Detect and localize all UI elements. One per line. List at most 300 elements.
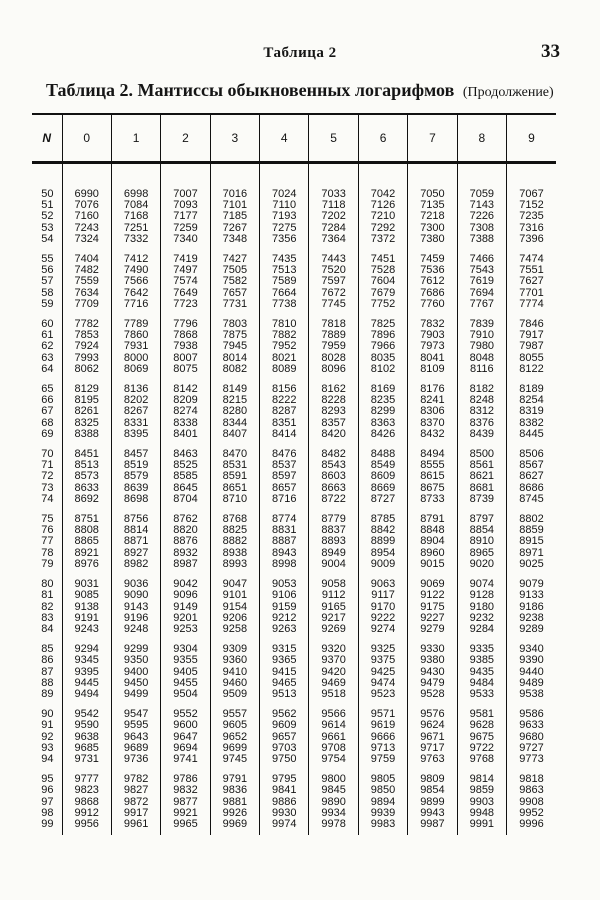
mantissa-value: 7110 [272,199,297,212]
mantissa-value: 9284 [469,622,495,635]
mantissa-column-cell [210,705,259,770]
mantissa-value: 8482 [321,448,346,461]
mantissa-value: 8202 [123,394,149,407]
mantissa-value: 7380 [420,232,445,245]
mantissa-value: 7067 [519,188,544,200]
mantissa-value: 9450 [123,676,149,689]
mantissa-value: 9294 [74,643,99,656]
mantissa-value: 8987 [173,557,198,570]
mantissa-value: 9624 [420,719,445,732]
mantissa-value: 8802 [519,513,544,526]
mantissa-value: 8014 [222,351,248,364]
mantissa-column-cell [210,445,259,510]
column-header-9: 9 [507,114,556,163]
mantissa-value: 9800 [321,773,346,786]
mantissa-value: 9868 [74,795,99,808]
mantissa-column-cell [408,185,457,250]
table-block [32,510,556,575]
mantissa-value: 7903 [420,329,445,342]
mantissa-value: 8048 [469,351,495,364]
n-value: 83 [41,611,54,624]
mantissa-value: 8579 [123,470,149,483]
mantissa-value: 7226 [469,210,495,223]
mantissa-value: 8727 [370,492,396,505]
mantissa-value: 7889 [321,329,346,342]
mantissa-value: 8488 [370,448,396,461]
mantissa-column-cell [408,770,457,835]
mantissa-value: 7931 [123,340,149,353]
mantissa-value: 8745 [519,492,544,505]
mantissa-value: 8982 [123,557,149,570]
mantissa-column-cell [62,510,111,575]
mantissa-value: 9217 [321,611,346,624]
n-value: 99 [41,817,54,830]
mantissa-column-cell [210,380,259,445]
mantissa-value: 7619 [469,275,495,288]
mantissa-value: 8500 [469,448,495,461]
n-value: 54 [41,232,54,245]
mantissa-column-cell [309,445,358,510]
mantissa-column-cell [62,445,111,510]
mantissa-value: 9823 [74,784,99,797]
mantissa-column-cell [161,380,210,445]
mantissa-column-cell [358,770,407,835]
n-value: 84 [41,622,54,635]
mantissa-column-cell [161,510,210,575]
mantissa-value: 9274 [370,622,396,635]
mantissa-value: 8876 [173,535,198,548]
mantissa-value: 8129 [74,383,99,396]
mantissa-value: 8971 [519,546,544,559]
mantissa-value: 8241 [420,394,445,407]
mantissa-value: 8109 [420,362,445,375]
mantissa-value: 8681 [469,481,495,494]
n-value: 69 [41,427,54,440]
mantissa-value: 8871 [123,535,149,548]
mantissa-value: 9542 [74,708,99,721]
mantissa-value: 7259 [173,221,198,234]
table-block [32,250,556,315]
mantissa-value: 7235 [519,210,544,223]
mantissa-value: 9355 [173,654,198,667]
n-value: 91 [41,719,54,732]
mantissa-value: 9309 [222,643,248,656]
mantissa-value: 7597 [321,275,346,288]
mantissa-column-cell [507,770,556,835]
n-value: 78 [41,546,54,559]
mantissa-column-cell [507,315,556,380]
mantissa-value: 7796 [173,318,198,331]
mantissa-value: 7135 [420,199,445,212]
mantissa-column-cell [111,380,160,445]
mantissa-value: 9581 [469,708,495,721]
n-value: 68 [41,416,54,429]
mantissa-value: 8513 [74,459,99,472]
n-value: 88 [41,676,54,689]
mantissa-value: 8837 [321,524,346,537]
mantissa-value: 9836 [222,784,248,797]
mantissa-value: 9890 [321,795,346,808]
mantissa-value: 8096 [321,362,346,375]
mantissa-value: 8915 [519,535,544,548]
mantissa-value: 8591 [222,470,248,483]
mantissa-value: 9795 [272,773,297,786]
n-value: 94 [41,752,54,765]
mantissa-value: 7324 [74,232,99,245]
mantissa-column-cell [161,315,210,380]
mantissa-column-cell [358,315,407,380]
n-value: 72 [41,470,54,483]
n-value: 97 [41,795,54,808]
n-value: 62 [41,340,54,353]
mantissa-value: 9258 [222,622,248,635]
mantissa-value: 9085 [74,589,99,602]
mantissa-value: 7760 [420,297,445,310]
mantissa-value: 9405 [173,665,198,678]
mantissa-value: 8344 [222,416,248,429]
mantissa-value: 9777 [74,773,99,786]
mantissa-value: 7868 [173,329,198,342]
mantissa-value: 9175 [420,600,445,613]
mantissa-value: 8035 [370,351,396,364]
mantissa-column-cell [260,575,309,640]
mantissa-value: 7973 [420,340,445,353]
mantissa-value: 8401 [173,427,198,440]
mantissa-value: 7543 [469,264,495,277]
mantissa-value: 9523 [370,687,396,700]
mantissa-value: 7404 [74,253,99,266]
mantissa-value: 8182 [469,383,495,396]
mantissa-column-cell [507,510,556,575]
mantissa-value: 7451 [370,253,396,266]
table-row [32,575,556,640]
n-column-cell [32,705,62,770]
table-block [32,705,556,770]
mantissa-value: 7803 [222,318,248,331]
mantissa-column-cell [309,380,358,445]
mantissa-value: 9430 [420,665,445,678]
mantissa-column-cell [309,315,358,380]
n-column-cell [32,445,62,510]
mantissa-value: 8573 [74,470,99,483]
mantissa-value: 9191 [74,611,99,624]
mantissa-value: 8704 [173,492,198,505]
mantissa-value: 6990 [74,188,99,200]
n-value: 81 [41,589,54,602]
mantissa-column-cell [457,575,506,640]
mantissa-value: 9425 [370,665,396,678]
mantissa-value: 9609 [272,719,297,732]
table-block [32,185,556,250]
mantissa-value: 9248 [123,622,149,635]
mantissa-value: 8808 [74,524,99,537]
mantissa-value: 7340 [173,232,198,245]
mantissa-value: 9036 [123,578,149,591]
n-value: 55 [41,253,54,266]
mantissa-value: 8215 [222,394,248,407]
table-row [32,640,556,705]
mantissa-value: 7846 [519,318,544,331]
mantissa-value: 8820 [173,524,198,537]
mantissa-value: 9671 [420,730,445,743]
mantissa-column-cell [457,250,506,315]
mantissa-value: 8028 [321,351,346,364]
mantissa-value: 8089 [272,362,297,375]
mantissa-value: 8854 [469,524,495,537]
mantissa-value: 8156 [272,383,297,396]
mantissa-value: 8645 [173,481,198,494]
mantissa-column-cell [309,185,358,250]
mantissa-value: 7649 [173,286,198,299]
mantissa-value: 7738 [272,297,297,310]
mantissa-value: 9952 [519,806,544,819]
mantissa-value: 8209 [173,394,198,407]
mantissa-value: 7551 [519,264,544,277]
column-header-8: 8 [457,114,506,163]
n-value: 92 [41,730,54,743]
mantissa-value: 9253 [173,622,198,635]
mantissa-value: 9345 [74,654,99,667]
n-value: 73 [41,481,54,494]
running-head: Таблица 2 [263,45,337,61]
mantissa-value: 9400 [123,665,149,678]
mantissa-value: 9469 [321,676,346,689]
mantissa-column-cell [507,250,556,315]
mantissa-value: 8842 [370,524,396,537]
mantissa-value: 9474 [370,676,396,689]
n-value: 52 [41,210,54,223]
mantissa-value: 7627 [519,275,544,288]
mantissa-value: 8716 [272,492,297,505]
mantissa-value: 8506 [519,448,544,461]
mantissa-value: 9983 [370,817,396,830]
mantissa-value: 9759 [370,752,396,765]
mantissa-value: 8751 [74,513,99,526]
mantissa-value: 9894 [370,795,396,808]
mantissa-value: 7185 [222,210,248,223]
mantissa-value: 8899 [370,535,396,548]
mantissa-value: 9299 [123,643,149,656]
mantissa-column-cell [408,640,457,705]
mantissa-value: 8382 [519,416,544,429]
mantissa-value: 9112 [321,589,346,602]
mantissa-value: 9689 [123,741,149,754]
n-value: 58 [41,286,54,299]
mantissa-value: 8000 [123,351,149,364]
mantissa-column-cell [260,380,309,445]
mantissa-value: 7243 [74,221,99,234]
mantissa-value: 8426 [370,427,396,440]
table-row [32,185,556,250]
mantissa-value: 8176 [420,383,445,396]
mantissa-value: 9552 [173,708,198,721]
mantissa-value: 9661 [321,730,346,743]
column-header-6: 6 [358,114,407,163]
mantissa-value: 8407 [222,427,248,440]
mantissa-value: 8537 [272,459,297,472]
mantissa-value: 9773 [519,752,544,765]
mantissa-value: 7466 [469,253,495,266]
mantissa-value: 9020 [469,557,495,570]
mantissa-value: 9435 [469,665,495,678]
mantissa-value: 9227 [420,611,445,624]
mantissa-value: 9965 [173,817,198,830]
mantissa-value: 9791 [222,773,248,786]
n-column-cell [32,640,62,705]
mantissa-column-cell [457,445,506,510]
mantissa-value: 9877 [173,795,198,808]
mantissa-value: 9279 [420,622,445,635]
mantissa-column-cell [260,315,309,380]
n-value: 56 [41,264,54,277]
mantissa-value: 7076 [74,199,99,212]
mantissa-value: 9232 [469,611,495,624]
mantissa-value: 8949 [321,546,346,559]
mantissa-column-cell [457,510,506,575]
mantissa-value: 8722 [321,492,346,505]
mantissa-value: 7308 [469,221,495,234]
mantissa-value: 9380 [420,654,445,667]
column-header-3: 3 [210,114,259,163]
mantissa-value: 8904 [420,535,445,548]
mantissa-value: 9196 [123,611,149,624]
mantissa-value: 9576 [420,708,445,721]
mantissa-value: 7917 [519,329,544,342]
mantissa-value: 9513 [272,687,297,700]
mantissa-value: 7752 [370,297,396,310]
table-row [32,770,556,835]
mantissa-value: 8960 [420,546,445,559]
mantissa-value: 9685 [74,741,99,754]
mantissa-column-cell [457,380,506,445]
mantissa-value: 8370 [420,416,445,429]
mantissa-value: 7427 [222,253,248,266]
mantissa-value: 9736 [123,752,149,765]
mantissa-value: 7292 [370,221,396,234]
mantissa-column-cell [358,575,407,640]
mantissa-value: 8633 [74,481,99,494]
mantissa-value: 7118 [321,199,346,212]
mantissa-value: 8733 [420,492,445,505]
mantissa-value: 8116 [469,362,494,375]
mantissa-column-cell [161,770,210,835]
mantissa-value: 9365 [272,654,297,667]
n-value: 74 [41,492,54,505]
mantissa-value: 9074 [469,578,495,591]
mantissa-value: 8762 [173,513,198,526]
mantissa-column-cell [260,250,309,315]
mantissa-value: 9917 [123,806,149,819]
mantissa-value: 8927 [123,546,149,559]
mantissa-value: 9304 [173,643,198,656]
mantissa-column-cell [309,770,358,835]
mantissa-column-cell [457,315,506,380]
mantissa-column-cell [507,575,556,640]
mantissa-value: 9165 [321,600,346,613]
mantissa-value: 9859 [469,784,495,797]
mantissa-value: 8142 [173,383,198,396]
mantissa-value: 7084 [123,199,149,212]
mantissa-column-cell [62,185,111,250]
mantissa-value: 7896 [370,329,396,342]
mantissa-value: 7716 [123,297,149,310]
mantissa-value: 7388 [469,232,495,245]
mantissa-value: 9863 [519,784,544,797]
mantissa-value: 7745 [321,297,346,310]
n-column-cell [32,380,62,445]
mantissa-value: 8938 [222,546,248,559]
mantissa-value: 9325 [370,643,396,656]
mantissa-value: 7528 [370,264,396,277]
mantissa-value: 8597 [272,470,297,483]
mantissa-value: 7767 [469,297,495,310]
mantissa-column-cell [260,705,309,770]
mantissa-value: 8621 [469,470,495,483]
mantissa-value: 9899 [420,795,445,808]
mantissa-value: 8312 [469,405,495,418]
mantissa-value: 7938 [173,340,198,353]
mantissa-value: 9063 [370,578,396,591]
mantissa-value: 8993 [222,557,248,570]
mantissa-column-cell [507,705,556,770]
mantissa-value: 8470 [222,448,248,461]
mantissa-value: 8235 [370,394,396,407]
n-value: 95 [41,773,54,786]
mantissa-value: 7356 [272,232,297,245]
mantissa-value: 9741 [173,752,198,765]
mantissa-value: 7566 [123,275,149,288]
mantissa-value: 8669 [370,481,396,494]
mantissa-column-cell [408,705,457,770]
mantissa-value: 8062 [74,362,99,375]
mantissa-value: 7435 [272,253,297,266]
table-block [32,770,556,835]
mantissa-value: 8494 [420,448,445,461]
mantissa-value: 8420 [321,427,346,440]
n-value: 66 [41,394,54,407]
mantissa-value: 8910 [469,535,495,548]
mantissa-value: 8136 [123,383,149,396]
mantissa-value: 9961 [123,817,149,830]
mantissa-value: 8254 [519,394,544,407]
mantissa-value: 8585 [173,470,198,483]
mantissa-value: 8932 [173,546,198,559]
mantissa-value: 9717 [420,741,445,754]
mantissa-value: 9269 [321,622,346,635]
mantissa-value: 7789 [123,318,149,331]
mantissa-value: 9750 [272,752,297,765]
table-row [32,445,556,510]
table-block [32,380,556,445]
mantissa-value: 7364 [321,232,346,245]
mantissa-value: 9633 [519,719,544,732]
mantissa-value: 9058 [321,578,346,591]
mantissa-value: 9133 [519,589,544,602]
n-value: 63 [41,351,54,364]
mantissa-value: 7126 [370,199,396,212]
mantissa-value: 8169 [370,383,396,396]
mantissa-value: 8388 [74,427,99,440]
mantissa-value: 9101 [222,589,248,602]
mantissa-value: 8228 [321,394,346,407]
mantissa-value: 9420 [321,665,346,678]
n-value: 53 [41,221,54,234]
mantissa-value: 9009 [370,557,396,570]
mantissa-value: 7774 [519,297,544,310]
mantissa-value: 8414 [272,427,297,440]
mantissa-column-cell [260,185,309,250]
mantissa-value: 8338 [173,416,198,429]
